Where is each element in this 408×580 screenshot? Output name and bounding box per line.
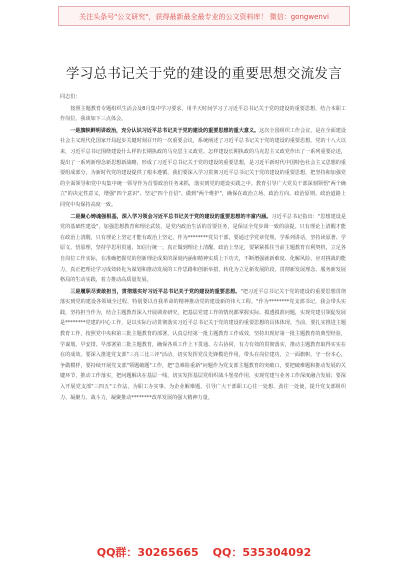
contact-footer [0, 544, 408, 560]
paragraph-text: 习近平总书记指出："思想建设是党的基础性建设"。加强思想教育和理论武装，是党内政治生活的首要任务，是保证全党步调一致的前提。只有理论上清醒才能在政治上清醒，只有理论上坚定才能有政治上坚定。作为********党员干部，要通过学党章党规、学系列讲话，坚持读原著、学原文、悟原理，坚持学思用贯通、知信行统一，真正做到理论上清醒、政治上坚定，要紧紧抓住当前主题教育有利契机，立足各自岗位工作实际，在准确把握党的创新理论成果的深刻内涵和精神实质上下功夫，不断增强就新难度、化解风险、应对挑战的能力，真正把理论学习成效转化为谋划和推动发展的工作思路和创新举措，转化为立足新发展阶段、贯彻新发展理念、服务新发展格局的生动实践，着力推动高质量发展。 [60, 213, 346, 284]
paragraph-text: "把习近平总书记关于党的建设的重要思想贯彻落实到党的建设各领域全过程，特别要以自我革命的精神推动党的建设新的伟大工程。"作为********党支部书记，我会带头实践，坚持担当作为，结合主题教育深入开展调查研究，把基层党建工作的情况都掌握实际、摸透摸准问题，实现党建引领促发展是********党建的中心工作，是以实际行动贯彻落实习近平总书记关于党的建设的重要思想的具体体现。当前，要扎实推进主题教育工作，按照党中央和第三批主题教育的部署，认真总结第一批主题教育工作成效，坚持出现好第一批主题教育的典型经验，学谋划、早安排、早部署第二批主题教育，确保各项工作上下贯通、左右协同，有力有效的贯彻落实，推动主题教育取得实实在在的成效。要深入推进党支部"三亮三比三评"活动，切实发挥党员先锋模范作用，带头在岗位建功、立一面旗帜，守一份本心，争做模样，要持续开展党支部"领题破题"工作，把"急难险重新"问题作为党支部主题教育的突破口，要把破难题和推动发展的关键环节，推动工作落实，把问题解决在基层一线，切实发挥基层党组织战斗堡垒作用，实现党建与业务工作深度融合发展；要深入开展党支部"三四五"工作法，为职工办实事、为企业解难题，引导广大干部职工心往一处想、劲往一处使，提升党支部组织力、凝聚力、战斗力，凝聚推动********改革发展的强大精神力量。 [60, 288, 346, 401]
paragraph-text: 这次全国组织工作会议，是在全面建设社会主义现代化国家开局起步关键时刻召开的一次重要会议，系统阐述了习近平总书记关于党的建设的重要思想。党的十八大以来，习近平总书记围绕建设什么样的长期执政的马克思主义政党、怎样建设长期执政的马克思主义政党作出了一系列重要论述，提出了一系列新理念新思想新战略，形成了习近平总书记关于党的建设的重要思想，是习近平新时代中国特色社会主义思想的重要组成部分，为新时代党的建设提供了根本遵循，我们要深入学习贯彻习近平总书记关于党的建设的重要思想，把坚持和加强党的全面领导和党中央集中统一领导作为首要政治任务来抓，落实到党的建设实践之中。教育引导广大党员干部深刻领悟"两个确立"的决定性意义，增强"四个意识"、坚定"四个自信"、做到"两个维护"，确保在政治立场、政治方向、政治原则、政治道路上同党中央保持高度一致。 [60, 127, 346, 208]
promo-banner[interactable]: 关注头条号"公文研究"，获得最新最全最专业的公文资料库！ 微信：gongwenvi [58, 6, 350, 26]
qq-text: QQ：535304092 [212, 546, 312, 559]
paragraph-point-3 [60, 287, 346, 404]
paragraph-lead: 三是履职尽责敢担当，贯彻落实好习近平总书记关于党的建设的重要思想。 [70, 288, 241, 295]
salutation: 同志们： [60, 94, 81, 100]
paragraph-lead: 二是聚心铸魂强根基，深入学习领会习近平总书记关于党的建设的重要思想的丰富内涵。 [70, 213, 272, 220]
qq-group-text: QQ群：30265665 [96, 546, 199, 559]
page-title: 学习总书记关于党的建设的重要思想交流发言 [66, 66, 342, 82]
paragraph-intro [60, 104, 346, 125]
paragraph-point-1 [60, 126, 346, 211]
paragraph-text: 按照主题教育专题组织生活会及8月集中学习要求，用半天时间学习了习近平总书记关于党的建设的重要思想，结合本职工作岗位，我谈如下三点体会。 [60, 105, 346, 123]
document-body [60, 92, 346, 403]
paragraph-point-2 [60, 212, 346, 286]
paragraph-lead: 一是旗帜鲜明讲政治，充分认识习近平总书记关于党的建设的重要思想的重大意义。 [70, 127, 260, 134]
